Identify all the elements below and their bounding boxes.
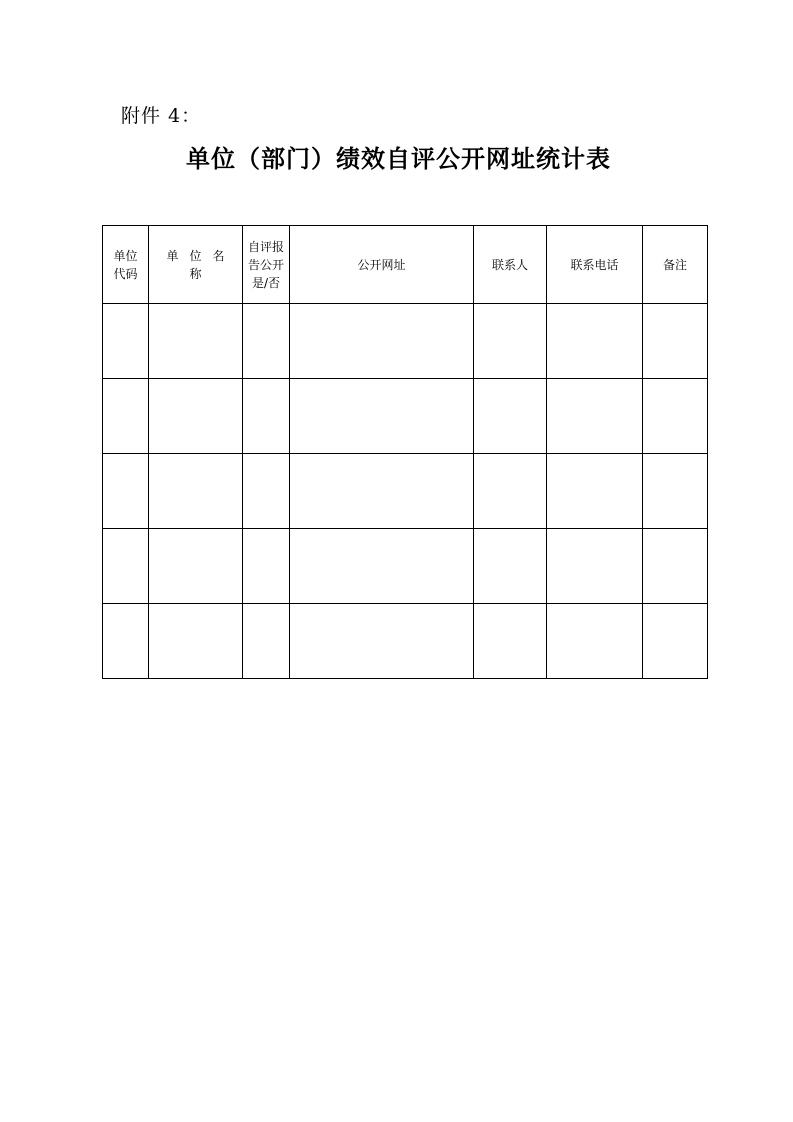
table-cell (547, 454, 643, 529)
table-cell (290, 604, 474, 679)
table-cell (290, 304, 474, 379)
table-cell (474, 604, 547, 679)
table-cell (643, 454, 708, 529)
table-row (103, 379, 708, 454)
table-cell (474, 454, 547, 529)
table-row (103, 454, 708, 529)
table-cell (149, 454, 243, 529)
table-row (103, 604, 708, 679)
table-cell (643, 529, 708, 604)
table-cell (243, 379, 290, 454)
table-row (103, 529, 708, 604)
table-cell (547, 379, 643, 454)
header-report-public: 自评报 告公开 是/否 (243, 226, 290, 304)
table-cell (243, 604, 290, 679)
table-cell (643, 379, 708, 454)
table-cell (149, 304, 243, 379)
table-cell (547, 604, 643, 679)
header-contact-phone: 联系电话 (547, 226, 643, 304)
table-cell (290, 379, 474, 454)
table-row (103, 304, 708, 379)
table-cell (290, 454, 474, 529)
table-cell (290, 529, 474, 604)
table-cell (243, 304, 290, 379)
table-cell (103, 454, 149, 529)
table-cell (547, 529, 643, 604)
header-unit-name: 单位名称 (149, 226, 243, 304)
table-cell (474, 379, 547, 454)
table-cell (149, 379, 243, 454)
table-cell (103, 379, 149, 454)
table-cell (243, 454, 290, 529)
header-public-url: 公开网址 (290, 226, 474, 304)
table-cell (643, 304, 708, 379)
attachment-label: 附件 4： (121, 105, 202, 127)
table-header-row (103, 226, 708, 304)
table-cell (474, 529, 547, 604)
table-cell (474, 304, 547, 379)
header-unit-code: 单位 代码 (103, 226, 149, 304)
table-cell (149, 604, 243, 679)
table-cell (103, 304, 149, 379)
table-cell (103, 604, 149, 679)
document-title: 单位（部门）绩效自评公开网址统计表 (186, 144, 611, 173)
statistics-table (102, 225, 708, 679)
table-cell (643, 604, 708, 679)
table-cell (149, 529, 243, 604)
table-cell (243, 529, 290, 604)
table-cell (547, 304, 643, 379)
header-remarks: 备注 (643, 226, 708, 304)
header-contact-person: 联系人 (474, 226, 547, 304)
table-cell (103, 529, 149, 604)
